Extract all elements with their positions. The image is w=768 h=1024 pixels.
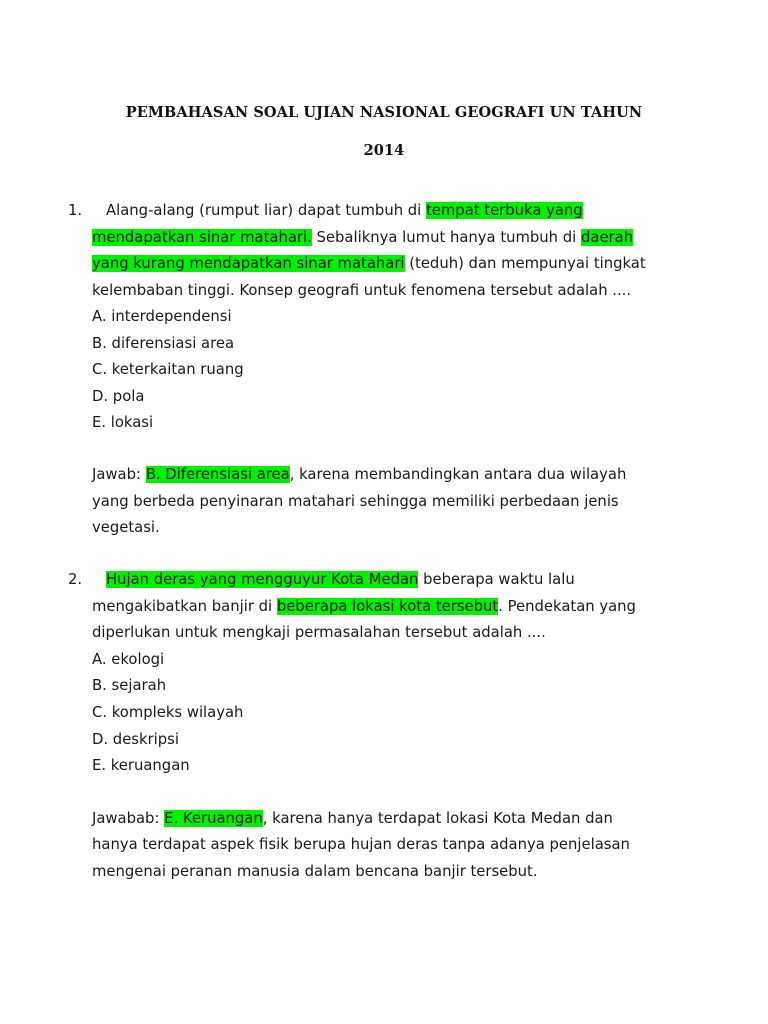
highlight: B. Diferensiasi area xyxy=(145,466,290,483)
question-1-option-c: C. keterkaitan ruang xyxy=(92,361,244,378)
question-2-line-2 xyxy=(92,597,636,617)
highlight: beberapa lokasi kota tersebut xyxy=(276,598,499,615)
highlight: yang kurang mendapatkan sinar matahari xyxy=(92,255,405,272)
document-title-line-1: PEMBAHASAN SOAL UJIAN NASIONAL GEOGRAFI UN TAHUN xyxy=(125,104,643,121)
question-2-line-1 xyxy=(106,570,575,590)
question-2-answer-line-2: hanya terdapat aspek fisik berupa hujan deras tanpa adanya penjelasan xyxy=(92,836,630,853)
question-1-option-a: A. interdependensi xyxy=(92,308,232,325)
question-1-line-3 xyxy=(92,254,646,274)
answer-label: Jawabab: xyxy=(92,810,165,827)
question-2-text: . Pendekatan yang xyxy=(498,598,636,615)
highlight: daerah xyxy=(580,229,634,246)
highlight: mendapatkan sinar matahari. xyxy=(92,229,312,246)
document-title-line-2: 2014 xyxy=(363,142,405,159)
question-1-option-b: B. diferensiasi area xyxy=(92,335,235,352)
question-2-option-d: D. deskripsi xyxy=(92,731,179,748)
question-2-option-b: B. sejarah xyxy=(92,677,167,694)
answer-text: , karena hanya terdapat lokasi Kota Medan dan xyxy=(262,810,613,827)
highlight: Hujan deras yang mengguyur Kota Medan xyxy=(106,571,419,588)
question-1-answer-line-3: vegetasi. xyxy=(92,519,160,536)
question-1-option-e: E. lokasi xyxy=(92,414,154,431)
question-1-line-2 xyxy=(92,228,633,248)
question-2-number: 2. xyxy=(68,571,83,588)
question-2-option-a: A. ekologi xyxy=(92,651,165,668)
question-1-text: (teduh) dan mempunyai tingkat xyxy=(404,255,646,272)
question-1-option-d: D. pola xyxy=(92,388,145,405)
question-1-number: 1. xyxy=(68,202,83,219)
question-2-answer-line-3: mengenai peranan manusia dalam bencana banjir tersebut. xyxy=(92,863,538,880)
question-2-text: beberapa waktu lalu xyxy=(418,571,575,588)
question-2-line-3: diperlukan untuk mengkaji permasalahan tersebut adalah .... xyxy=(92,624,546,641)
answer-label: Jawab: xyxy=(92,466,146,483)
highlight: E. Keruangan xyxy=(164,810,263,827)
question-1-line-1 xyxy=(106,201,583,221)
question-2-text: mengakibatkan banjir di xyxy=(92,598,277,615)
question-1-line-4: kelembaban tinggi. Konsep geografi untuk fenomena tersebut adalah .... xyxy=(92,282,632,299)
answer-text: , karena membandingkan antara dua wilayah xyxy=(289,466,627,483)
question-2-option-c: C. kompleks wilayah xyxy=(92,704,244,721)
question-2-option-e: E. keruangan xyxy=(92,757,190,774)
question-2-answer-line-1 xyxy=(92,809,613,829)
highlight: tempat terbuka yang xyxy=(425,202,583,219)
question-1-answer-line-2: yang berbeda penyinaran matahari sehingga memiliki perbedaan jenis xyxy=(92,493,619,510)
question-1-text: Alang-alang (rumput liar) dapat tumbuh di xyxy=(106,202,426,219)
question-1-text: Sebaliknya lumut hanya tumbuh di xyxy=(311,229,581,246)
question-1-answer-line-1 xyxy=(92,465,626,485)
